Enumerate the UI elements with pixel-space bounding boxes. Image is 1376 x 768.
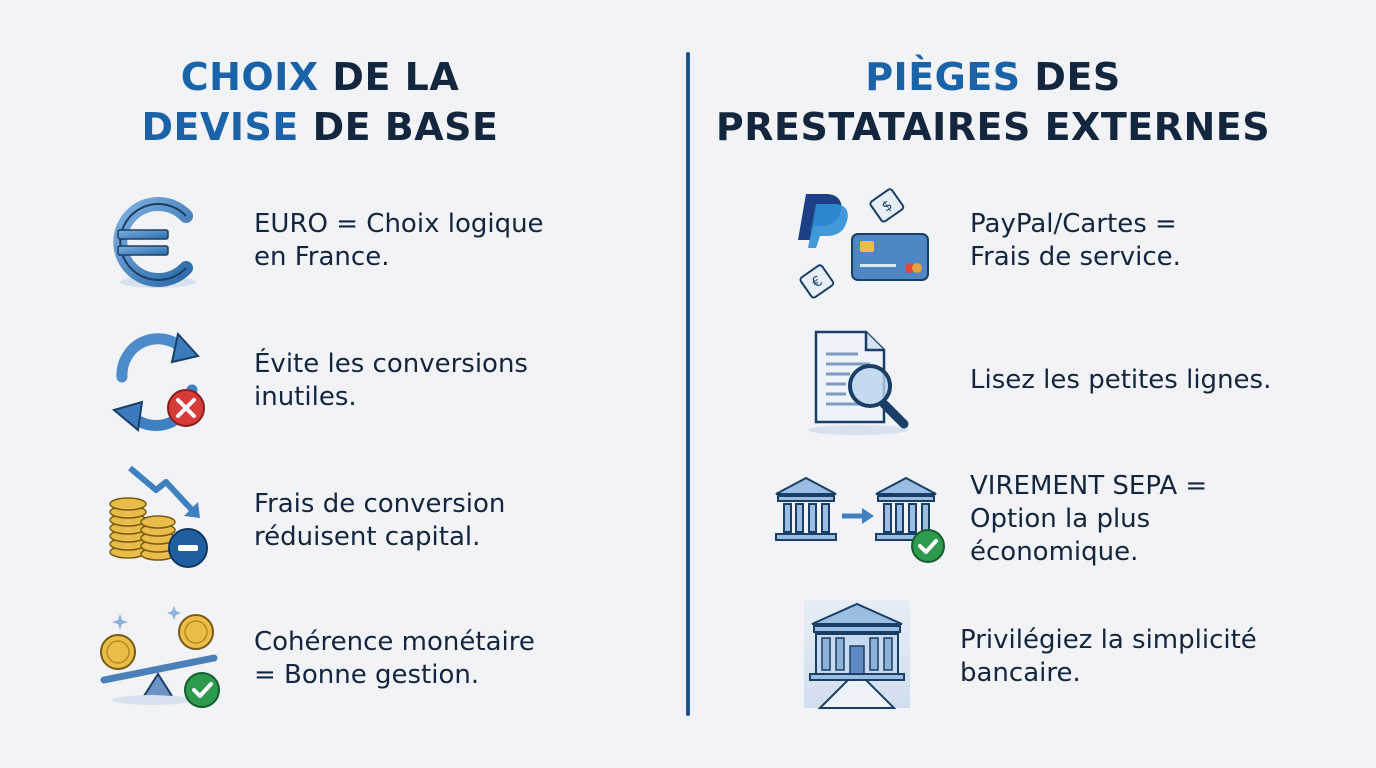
conversion-cancel-icon: [100, 322, 220, 442]
coins-decrease-icon: [100, 462, 220, 582]
document-magnifier-icon: [800, 326, 920, 446]
list-item: Frais de conversion réduisent capital.: [100, 462, 620, 582]
right-title: PIÈGES DES PRESTATAIRES EXTERNES: [715, 55, 1271, 149]
list-item: Privilégiez la simplicité bancaire.: [802, 596, 1362, 716]
title-accent-word: PIÈGES: [865, 55, 1021, 99]
balance-coins-icon: [100, 600, 220, 720]
list-item: EURO = Choix logique en France.: [100, 182, 620, 302]
paypal-card-icon: [790, 178, 930, 308]
list-item: Lisez les petites lignes.: [800, 326, 1360, 446]
list-item: $ € PayPal/Cartes = Frais de service.: [790, 178, 1350, 298]
svg-text:$: $: [879, 197, 896, 216]
list-item: Cohérence monétaire = Bonne gestion.: [100, 600, 620, 720]
title-accent-word: DEVISE: [141, 105, 299, 149]
title-accent-word: CHOIX: [180, 55, 319, 99]
right-column: [690, 0, 1376, 768]
euro-icon: [100, 182, 220, 302]
bank-transfer-icon: [772, 470, 952, 570]
bank-building-icon: [802, 596, 922, 716]
list-item: Évite les conversions inutiles.: [100, 322, 620, 442]
svg-text:€: €: [809, 273, 826, 292]
left-title: CHOIX DE LA DEVISE DE BASE: [141, 55, 499, 149]
list-item: VIREMENT SEPA = Option la plus économique.: [772, 470, 1352, 590]
